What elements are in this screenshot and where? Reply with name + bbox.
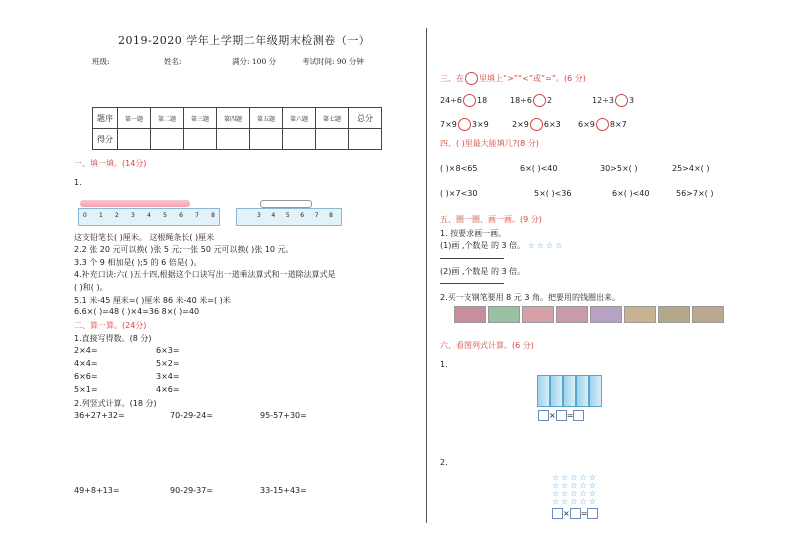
section3-heading-b: 里填上“>”“<”或“=”。(6 分): [479, 74, 586, 83]
compare-left: 6×9: [578, 120, 595, 129]
score-table: [92, 107, 382, 150]
direct-calc-b: 5×2=: [156, 359, 180, 368]
ruler-image-1: [78, 208, 220, 226]
compare-left: 2×9: [512, 120, 529, 129]
s6-q1-number: 1.: [440, 360, 448, 369]
direct-calc-a: 4×4=: [74, 359, 98, 368]
section1-heading: 一、填一填。(14分): [74, 159, 147, 168]
ruler-tick: 8: [329, 212, 333, 219]
banknote-icon[interactable]: [488, 306, 520, 323]
compare-left: 12÷3: [592, 96, 614, 105]
section2-sub1: 1.直接写得数。(8 分): [74, 334, 152, 343]
compare-right: 18: [476, 96, 488, 105]
vertical-calc: 90-29-37=: [170, 486, 214, 495]
s6-q2-number: 2.: [440, 458, 448, 467]
section6-heading: 六、看图列式计算。(6 分): [440, 341, 534, 350]
direct-calc-b: 4×6=: [156, 385, 180, 394]
score-cell[interactable]: [283, 129, 316, 150]
answer-circle[interactable]: [458, 118, 471, 131]
ruler-tick: 7: [195, 212, 199, 219]
draw-q1-text: (1)画 ,个数是 的 3 倍。: [440, 241, 526, 250]
ruler-tick: 2: [115, 212, 119, 219]
direct-calc-a: 5×1=: [74, 385, 98, 394]
fill-max: 5×( )<36: [534, 189, 572, 198]
score-row-label: 得分: [93, 129, 118, 150]
score-cell[interactable]: [151, 129, 184, 150]
compare-item: [440, 118, 489, 131]
ruler-tick: 6: [179, 212, 183, 219]
circle-icon: [465, 72, 478, 85]
score-col: 第六题: [283, 108, 316, 129]
score-col: 第四题: [217, 108, 250, 129]
equals-sign: =: [580, 509, 588, 518]
compare-item: [512, 118, 561, 131]
answer-box[interactable]: [556, 410, 567, 421]
banknote-icon[interactable]: [522, 306, 554, 323]
q2-text: 2.2 张 20 元可以换( )张 5 元;一张 50 元可以换( )张 10 元。: [74, 245, 294, 254]
banknote-icon[interactable]: [454, 306, 486, 323]
answer-circle[interactable]: [533, 94, 546, 107]
ruler-tick: 5: [285, 212, 290, 219]
answer-box[interactable]: [573, 410, 584, 421]
score-cell[interactable]: [349, 129, 382, 150]
score-col: 第五题: [250, 108, 283, 129]
star-grid-icon: ☆☆☆☆☆ ☆☆☆☆☆ ☆☆☆☆☆ ☆☆☆☆☆: [552, 473, 598, 506]
score-label: 满分: 100 分: [232, 57, 277, 66]
name-label: 姓名:: [164, 57, 182, 66]
draw-q1: [440, 240, 564, 251]
cube-stack-icon: [563, 375, 576, 407]
fill-max: ( )×7<30: [440, 189, 478, 198]
compare-left: 18÷6: [510, 96, 532, 105]
answer-box[interactable]: [587, 508, 598, 519]
compare-right: 3×9: [471, 120, 489, 129]
score-cell[interactable]: [118, 129, 151, 150]
pencil-image: [80, 200, 190, 207]
q3-text: 3.3 个 9 相加是( );5 的 6 倍是( )。: [74, 258, 202, 267]
q5-text: 5.1 米-45 厘米=( )厘米 86 米-40 米=( )米: [74, 296, 231, 305]
fill-max: ( )×8<65: [440, 164, 478, 173]
banknote-icon[interactable]: [556, 306, 588, 323]
score-cell[interactable]: [250, 129, 283, 150]
answer-line[interactable]: [440, 258, 504, 259]
vertical-calc: 49+8+13=: [74, 486, 120, 495]
star-icons: ☆☆☆☆: [527, 241, 565, 250]
direct-calc-b: 3×4=: [156, 372, 180, 381]
compare-right: 2: [546, 96, 553, 105]
q1-number: 1.: [74, 178, 82, 187]
vertical-calc: 33-15+43=: [260, 486, 307, 495]
cube-stack-icon: [576, 375, 589, 407]
ruler-tick: 1: [99, 212, 103, 219]
fill-max: 56>7×( ): [676, 189, 714, 198]
rope-image: [260, 200, 312, 208]
compare-item: [592, 94, 634, 107]
vertical-calc: 70-29-24=: [170, 411, 214, 420]
compare-item: [440, 94, 487, 107]
ruler-tick: 4: [147, 212, 151, 219]
section3-heading: [440, 72, 586, 85]
money-images: [454, 306, 726, 325]
time-label: 考试时间: 90 分钟: [302, 57, 364, 66]
banknote-icon[interactable]: [692, 306, 724, 323]
vertical-calc: 95-57+30=: [260, 411, 307, 420]
compare-item: [578, 118, 627, 131]
compare-item: [510, 94, 552, 107]
score-col: 第二题: [151, 108, 184, 129]
equation-row-2: [552, 508, 598, 519]
ruler-tick: 3: [257, 212, 261, 219]
ruler-tick: 5: [163, 212, 167, 219]
direct-calc-a: 2×4=: [74, 346, 98, 355]
q4-text-a: 4.补充口诀:六( )五十四,根据这个口诀写出一道乘法算式和一道除法算式是: [74, 270, 336, 279]
compare-right: 6×3: [543, 120, 561, 129]
fill-max: 6×( )<40: [612, 189, 650, 198]
answer-circle[interactable]: [530, 118, 543, 131]
direct-calc-b: 6×3=: [156, 346, 180, 355]
score-cell[interactable]: [217, 129, 250, 150]
score-col: 第七题: [316, 108, 349, 129]
fill-max: 30>5×( ): [600, 164, 638, 173]
compare-right: 8×7: [609, 120, 627, 129]
vertical-calc: 36+27+32=: [74, 411, 125, 420]
score-cell[interactable]: [184, 129, 217, 150]
fill-max: 6×( )<40: [520, 164, 558, 173]
section2-sub2: 2.列竖式计算。(18 分): [74, 399, 157, 408]
score-col: 第三题: [184, 108, 217, 129]
compare-left: 7×9: [440, 120, 457, 129]
compare-left: 24÷6: [440, 96, 462, 105]
ruler-image-2: [236, 208, 342, 226]
section5-sub2: 2.买一支钢笔要用 8 元 3 角。把要用的钱圈出来。: [440, 293, 620, 302]
section5-sub1: 1. 按要求画一画。: [440, 229, 507, 238]
compare-right: 3: [628, 96, 635, 105]
q6-text: 6.6×( )=48 ( )×4=36 8×( )=40: [74, 307, 200, 316]
fill-max: 25>4×( ): [672, 164, 710, 173]
section4-heading: 四、( )里最大能填几?(8 分): [440, 139, 539, 148]
section2-heading: 二、算一算。(24分): [74, 321, 147, 330]
ruler-tick: 8: [211, 212, 215, 219]
answer-circle[interactable]: [596, 118, 609, 131]
equation-row-1: [538, 410, 584, 421]
banknote-icon[interactable]: [590, 306, 622, 323]
ruler-tick: 0: [83, 212, 87, 219]
class-label: 班级:: [92, 57, 110, 66]
page-title: 2019-2020 学年上学期二年级期末检测卷（一）: [118, 34, 371, 47]
ruler-tick: 3: [131, 212, 135, 219]
score-table-header: 题序: [93, 108, 118, 129]
banknote-icon[interactable]: [624, 306, 656, 323]
cube-stack-icon: [537, 375, 550, 407]
section5-heading: 五、圈一圈、画一画。(9 分): [440, 215, 542, 224]
q4-text-b: ( )和( )。: [74, 283, 108, 292]
direct-calc-a: 6×6=: [74, 372, 98, 381]
times-sign: ×: [549, 411, 556, 420]
section3-heading-a: 三、在: [440, 74, 464, 83]
answer-line[interactable]: [440, 283, 504, 284]
banknote-icon[interactable]: [658, 306, 690, 323]
ruler-tick: 4: [271, 212, 276, 219]
q1-text: 这支铅笔长( )厘米。 这根绳条长( )厘米: [74, 233, 215, 242]
answer-box[interactable]: [552, 508, 563, 519]
equals-sign: =: [566, 411, 574, 420]
score-cell[interactable]: [316, 129, 349, 150]
ruler-tick: 7: [314, 212, 319, 219]
answer-circle[interactable]: [615, 94, 628, 107]
cube-group: [537, 375, 617, 409]
column-divider: [426, 28, 427, 523]
answer-box[interactable]: [538, 410, 549, 421]
score-col: 第一题: [118, 108, 151, 129]
cube-stack-icon: [550, 375, 563, 407]
times-sign: ×: [563, 509, 570, 518]
answer-box[interactable]: [570, 508, 581, 519]
ruler-tick: 6: [300, 212, 305, 219]
answer-circle[interactable]: [463, 94, 476, 107]
cube-stack-icon: [589, 375, 602, 407]
draw-q2: (2)画 ,个数是 的 3 倍。: [440, 267, 526, 276]
score-total-header: 总分: [349, 108, 382, 129]
